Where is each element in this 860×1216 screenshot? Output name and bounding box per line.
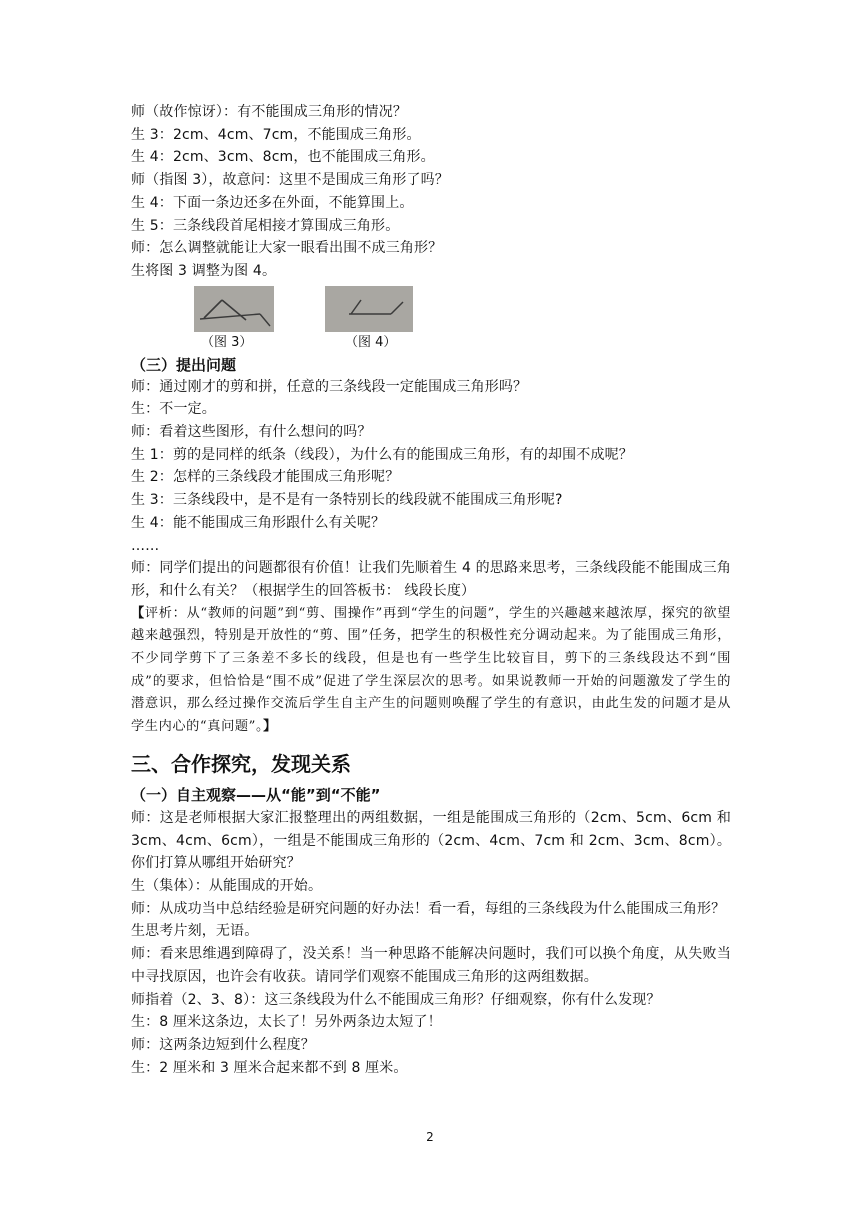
- figure-4-photo: [325, 286, 413, 332]
- figure-row: [131, 286, 731, 354]
- dialogue-line: 生 1：剪的是同样的纸条（线段），为什么有的能围成三角形，有的却围不成呢？: [131, 446, 633, 463]
- dialogue-line: 师指着（2、3、8）：这三条线段为什么不能围成三角形？仔细观察，你有什么发现？: [131, 991, 661, 1008]
- dialogue-line: 生（集体）：从能围成的开始。: [131, 877, 323, 894]
- subsection-heading: （一）自主观察——从“能”到“不能”: [131, 785, 381, 804]
- figure-3-caption: （图 3）: [201, 334, 253, 350]
- part-heading: 三、合作探究，发现关系: [131, 751, 351, 776]
- dialogue-line: 师（指图 3），故意问：这里不是围成三角形了吗？: [131, 172, 449, 189]
- commentary-close-bracket: 】: [263, 719, 277, 735]
- dialogue-paragraph: 师：看来思维遇到障碍了，没关系！当一种思路不能解决问题时，我们可以换个角度，从失败当中寻找原因，也许会有收获。请同学们观察不能围成三角形的这两组数据。: [131, 946, 731, 985]
- dialogue-line: 师：怎么调整就能让大家一眼看出围不成三角形？: [131, 240, 443, 257]
- dialogue-line: 生 4：能不能围成三角形跟什么有关呢？: [131, 514, 386, 531]
- dialogue-line: 师（故作惊讶）：有不能围成三角形的情况？: [131, 104, 407, 120]
- ellipsis-line: ……: [131, 537, 160, 554]
- dialogue-line: 生 3：三条线段中，是不是有一条特别长的线段就不能围成三角形呢?: [131, 492, 563, 509]
- commentary-text: 评析：从“教师的问题”到“剪、围操作”再到“学生的问题”，学生的兴趣越来越浓厚，探究的欲望越来越强烈，特别是开放性的“剪、围”任务，把学生的积极性充分调动起来。为了能围成三角形，不少同学剪下了三条差不多长的线段，但是也有一些学生比较盲目，剪下的三条线段达不到“围成”的要求，但恰恰是“围不成”促进了学生深层次的思考。如果说教师一开始的问题激发了学生的潜意识，那么经过操作交流后学生自主产生的问题则唤醒了学生的有意识，由此生发的问题才是从学生内心的“真问题”。: [131, 605, 731, 735]
- dialogue-line: 生：8 厘米这条边，太长了！另外两条边太短了！: [131, 1014, 442, 1031]
- dialogue-line: 生 4：下面一条边还多在外面，不能算围上。: [131, 194, 414, 211]
- dialogue-paragraph: 师：这是老师根据大家汇报整理出的两组数据，一组是能围成三角形的（2cm、5cm、6cm 和 3cm、4cm、6cm），一组是不能围成三角形的（2cm、4cm、7cm 和 2cm、3cm、8cm）。你们打算从哪组开始研究？: [131, 809, 731, 872]
- dialogue-line: 生 5：三条线段首尾相接才算围成三角形。: [131, 217, 400, 234]
- dialogue-paragraph: 师：同学们提出的问题都很有价值！让我们先顺着生 4 的思路来思考，三条线段能不能围成三角形，和什么有关？（根据学生的回答板书： 线段长度）: [131, 560, 731, 599]
- dialogue-line: 生：不一定。: [131, 401, 216, 418]
- page-number: 2: [426, 1130, 434, 1144]
- commentary-open-bracket: 【: [131, 605, 145, 621]
- paper-strips-photo-3: [194, 286, 274, 332]
- dialogue-paragraph: 师：从成功当中总结经验是研究问题的好办法！看一看，每组的三条线段为什么能围成三角形？: [131, 900, 726, 917]
- dialogue-line: 师：通过刚才的剪和拼，任意的三条线段一定能围成三角形吗？: [131, 378, 528, 395]
- dialogue-line: 生思考片刻，无语。: [131, 923, 259, 940]
- paper-strips-photo-4: [325, 286, 413, 332]
- dialogue-line: 生 3：2cm、4cm、7cm，不能围成三角形。: [131, 126, 421, 143]
- section-heading: （三）提出问题: [131, 355, 237, 374]
- dialogue-line: 师：这两条边短到什么程度？: [131, 1036, 315, 1053]
- figure-4-caption: （图 4）: [345, 334, 397, 350]
- page-content: [131, 101, 731, 1079]
- commentary-block: [131, 603, 731, 739]
- dialogue-line: 生 4：2cm、3cm、8cm，也不能围成三角形。: [131, 149, 435, 166]
- dialogue-line: 生：2 厘米和 3 厘米合起来都不到 8 厘米。: [131, 1059, 408, 1076]
- dialogue-line: 生将图 3 调整为图 4。: [131, 262, 277, 279]
- dialogue-line: 师：看着这些图形，有什么想问的吗？: [131, 424, 372, 441]
- dialogue-line: 生 2：怎样的三条线段才能围成三角形呢？: [131, 469, 400, 486]
- figure-3-photo: [194, 286, 274, 332]
